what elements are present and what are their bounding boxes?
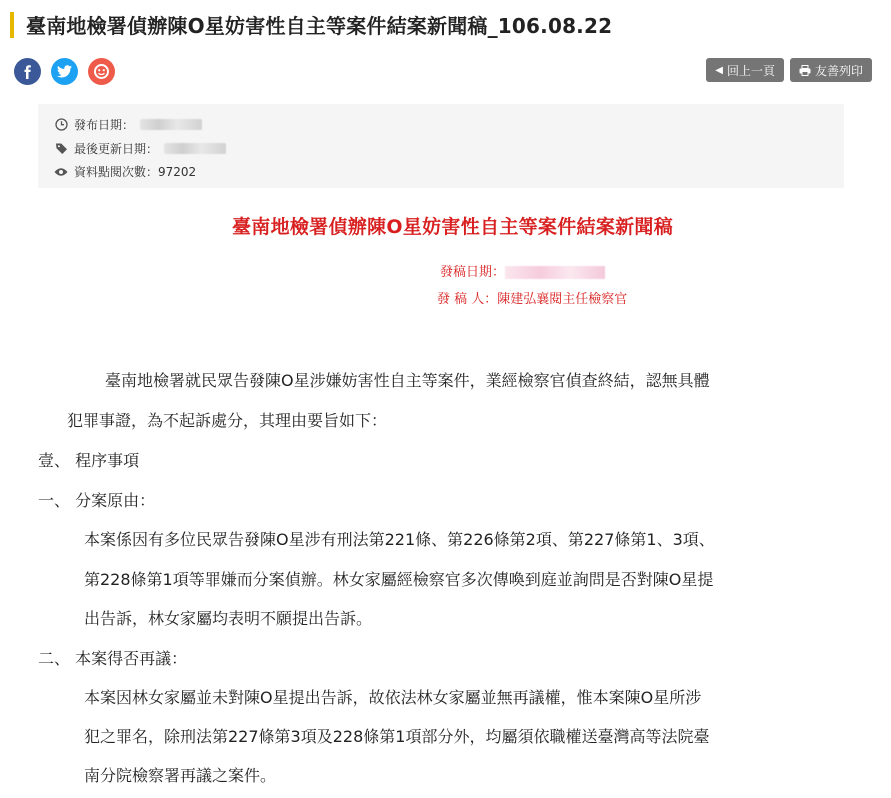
subsection-heading: 二、 本案得否再議： [38,649,188,668]
body-paragraph-line: 犯之罪名，除刑法第227條第3項及228條第1項部分外，均屬須依職權送臺灣高等法院臺 [84,727,710,746]
body-paragraph-line: 出告訴，林女家屬均表明不願提出告訴。 [84,609,373,628]
facebook-share-button[interactable] [14,58,41,85]
subsection-heading: 一、 分案原由： [38,491,156,510]
release-date-label: 發稿日期： [440,265,506,280]
update-date-label: 最後更新日期： [74,142,159,156]
tag-icon [54,142,68,156]
share-buttons [14,58,115,85]
twitter-icon [57,65,72,78]
triangle-left-icon: ◀ [715,64,723,76]
facebook-icon [21,65,35,79]
article-heading: 臺南地檢署偵辦陳O星妨害性自主等案件結案新聞稿 [231,216,674,238]
section-heading: 壹、 程序事項 [38,451,140,470]
page-title: 臺南地檢署偵辦陳O星妨害性自主等案件結案新聞稿_106.08.22 [26,14,613,38]
body-paragraph-line: 臺南地檢署就民眾告發陳O星涉嫌妨害性自主等案件，業經檢察官偵查終結，認無具體 [105,371,710,390]
plurk-icon [93,63,110,80]
views-label: 資料點閱次數： [74,165,159,179]
speaker-label: 發 稿 人： [437,292,498,307]
speaker-value: 陳建弘襄閱主任檢察官 [497,292,628,307]
print-button-label: 友善列印 [814,63,863,78]
views-row [54,163,196,180]
body-paragraph-line: 犯罪事證，為不起訴處分，其理由要旨如下： [67,411,388,430]
plurk-share-button[interactable] [88,58,115,85]
body-paragraph-line: 第228條第1項等罪嫌而分案偵辦。林女家屬經檢察官多次傳喚到庭並詢問是否對陳O星提 [84,570,714,589]
publish-date-row [54,116,202,133]
clock-icon [54,118,68,132]
back-button-label: 回上一頁 [726,63,775,78]
metadata-box [38,104,844,188]
page-actions [706,58,872,82]
eye-icon [54,165,68,179]
publish-date-value-redacted [140,119,202,130]
views-value: 97202 [158,164,197,179]
twitter-share-button[interactable] [51,58,78,85]
print-button[interactable] [790,58,872,82]
release-date-line [440,261,605,280]
body-paragraph-line: 南分院檢察署再議之案件。 [84,766,277,785]
printer-icon [799,65,811,76]
publish-date-label: 發布日期： [74,118,135,132]
update-date-row [54,140,226,157]
body-paragraph-line: 本案因林女家屬並未對陳O星提出告訴，故依法林女家屬並無再議權，惟本案陳O星所涉 [84,688,702,707]
release-date-value-redacted [505,266,605,279]
body-paragraph-line: 本案係因有多位民眾告發陳O星涉有刑法第221條、第226條第2項、第227條第1、3項、 [84,530,715,549]
speaker-line [437,288,627,307]
title-accent-bar [10,12,14,38]
update-date-value-redacted [164,143,226,154]
back-button[interactable] [706,58,784,82]
page-title-bar [10,10,612,39]
